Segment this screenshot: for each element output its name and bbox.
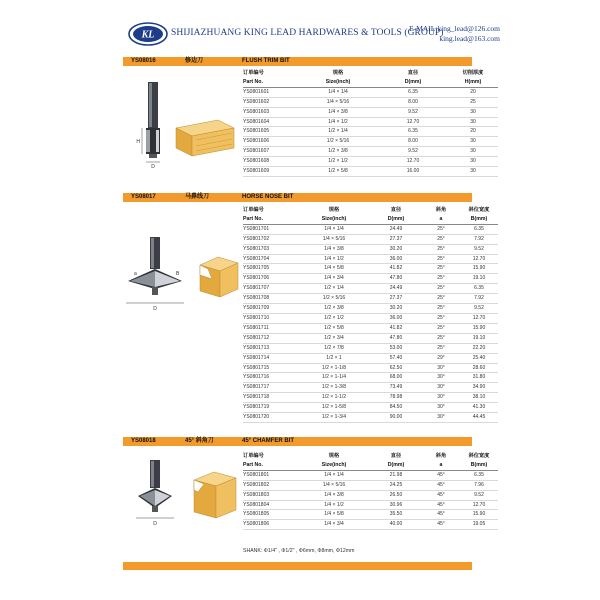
table-row [243,304,498,314]
section-bar-flush-trim [123,57,472,66]
spec-cell: 1/4 × 3/8 [298,107,378,117]
spec-cell: 47.80 [370,274,422,284]
spec-cell: 45° [422,470,460,480]
spec-cell: 45° [422,490,460,500]
spec-cell: 6.35 [460,284,498,294]
spec-cell: 25° [422,323,460,333]
chamfer-spec-table [243,452,498,530]
table-header-cn: 订单编号 规格 直径 斜角 斜位宽度 [243,207,490,213]
spec-cell: 30° [422,373,460,383]
spec-cell: 12.70 [378,157,448,167]
part-number-cell: YS0801702 [243,234,298,244]
spec-cell: 9.52 [378,147,448,157]
spec-cell: 1/4 × 1/4 [298,224,370,234]
part-number-cell: YS0801805 [243,510,298,520]
spec-cell: 1/2 × 1-1/2 [298,393,370,403]
table-row [243,147,498,157]
section-name-en: FLUSH TRIM BIT [242,58,290,64]
spec-cell: 19.10 [460,333,498,343]
spec-cell: 15.90 [460,510,498,520]
part-number-cell: YS0801713 [243,343,298,353]
table-row [243,254,498,264]
part-number-cell: YS0801804 [243,500,298,510]
table-row [243,393,498,403]
part-number-cell: YS0801715 [243,363,298,373]
svg-text:D: D [153,306,157,312]
horse-nose-bit-illustration [120,235,242,315]
spec-cell: 30.20 [370,244,422,254]
flush-trim-bit-illustration [130,80,240,170]
part-number-cell: YS0801609 [243,167,298,177]
table-header-cn: 订单编号 规格 直径 斜角 斜位宽度 [243,453,490,459]
spec-cell: 24.25 [370,480,422,490]
spec-cell: 45° [422,480,460,490]
part-number-cell: YS0801607 [243,147,298,157]
spec-cell: 12.70 [460,500,498,510]
spec-cell: 20 [448,87,498,97]
spec-cell: 68.00 [370,373,422,383]
table-row [243,117,498,127]
spec-cell: 1/4 × 1/2 [298,254,370,264]
spec-cell: 84.50 [370,403,422,413]
spec-cell: 9.52 [378,107,448,117]
spec-cell: 53.00 [370,343,422,353]
table-row [243,274,498,284]
spec-cell: 8.00 [378,137,448,147]
part-number-cell: YS0801705 [243,264,298,274]
table-row [243,313,498,323]
spec-cell: 25° [422,304,460,314]
spec-cell: 45° [422,510,460,520]
email-line-1: E-MAIL:king_lead@126.com [409,24,500,33]
contact-email [375,24,500,44]
spec-cell: 62.50 [370,363,422,373]
spec-cell: 1/2 × 1-3/8 [298,383,370,393]
spec-cell: 6.35 [378,127,448,137]
part-number-cell: YS0801603 [243,107,298,117]
spec-cell: 21.98 [370,470,422,480]
spec-cell: 1/2 × 1 [298,353,370,363]
spec-cell: 25° [422,264,460,274]
spec-cell: 45° [422,520,460,530]
spec-cell: 41.82 [370,323,422,333]
spec-cell: 25° [422,234,460,244]
spec-cell: 9.52 [460,490,498,500]
part-number-cell: YS0801714 [243,353,298,363]
spec-cell: 25.40 [460,353,498,363]
spec-cell: 25° [422,313,460,323]
spec-cell: 45° [422,500,460,510]
part-number-cell: YS0801801 [243,470,298,480]
spec-cell: 1/2 × 3/8 [298,147,378,157]
table-row [243,234,498,244]
spec-cell: 78.98 [370,393,422,403]
spec-cell: 30 [448,137,498,147]
spec-cell: 1/4 × 1/4 [298,470,370,480]
spec-cell: 6.35 [460,224,498,234]
spec-cell: 25° [422,294,460,304]
chamfer-bit-illustration [124,458,242,528]
section-code: YS08018 [131,438,156,444]
spec-cell: 1/2 × 5/16 [298,137,378,147]
spec-cell: 1/4 × 5/16 [298,480,370,490]
spec-cell: 29° [422,353,460,363]
spec-cell: 40.00 [370,520,422,530]
spec-cell: 1/4 × 5/16 [298,97,378,107]
table-row [243,343,498,353]
spec-cell: 1/2 × 1/2 [298,157,378,167]
spec-cell: 1/4 × 3/4 [298,274,370,284]
spec-cell: 1/2 × 1-1/4 [298,373,370,383]
spec-cell: 1/2 × 1-5/8 [298,403,370,413]
table-header-en: Part No. Size(inch) D(mm) H(mm) [243,78,498,87]
catalog-header [128,22,498,48]
logo-text: KL [141,29,155,41]
spec-cell: 1/4 × 5/16 [298,234,370,244]
spec-cell: 25° [422,244,460,254]
part-number-cell: YS0801711 [243,323,298,333]
spec-cell: 15.90 [460,323,498,333]
part-number-cell: YS0801701 [243,224,298,234]
spec-cell: 1/2 × 1/4 [298,127,378,137]
part-number-cell: YS0801806 [243,520,298,530]
table-row [243,87,498,97]
company-name: SHIJIAZHUANG KING LEAD HARDWARES & TOOLS (GROUP) [171,28,444,38]
spec-cell: 35.50 [370,510,422,520]
part-number-cell: YS0801803 [243,490,298,500]
flush-trim-spec-table [243,69,498,177]
table-row [243,167,498,177]
spec-cell: 6.35 [460,470,498,480]
table-row [243,500,498,510]
spec-cell: 12.70 [460,313,498,323]
section-code: YS08017 [131,194,156,200]
part-number-cell: YS0801802 [243,480,298,490]
table-row [243,224,498,234]
spec-cell: 30 [448,117,498,127]
table-row [243,127,498,137]
spec-cell: 28.60 [460,363,498,373]
part-number-cell: YS0801601 [243,87,298,97]
spec-cell: 7.96 [460,480,498,490]
part-number-cell: YS0801608 [243,157,298,167]
part-number-cell: YS0801718 [243,393,298,403]
spec-cell: 19.05 [460,520,498,530]
section-bar-chamfer [123,437,472,446]
table-header-en: Part No. Size(inch) D(mm) a B(mm) [243,461,498,470]
spec-cell: 1/2 × 3/4 [298,333,370,343]
spec-cell: 20 [448,127,498,137]
spec-cell: 1/4 × 3/8 [298,490,370,500]
section-name-en: HORSE NOSE BIT [242,194,294,200]
spec-cell: 1/2 × 1/4 [298,284,370,294]
spec-cell: 25° [422,343,460,353]
part-number-cell: YS0801606 [243,137,298,147]
spec-cell: 1/2 × 1/2 [298,313,370,323]
section-code: YS08016 [131,58,156,64]
table-row [243,107,498,117]
part-number-cell: YS0801703 [243,244,298,254]
company-logo [128,22,168,46]
section-name-en: 45° CHAMFER BIT [242,438,295,444]
spec-cell: 24.49 [370,224,422,234]
part-number-cell: YS0801716 [243,373,298,383]
part-number-cell: YS0801710 [243,313,298,323]
spec-cell: 1/4 × 3/8 [298,244,370,254]
spec-cell: 30° [422,383,460,393]
spec-cell: 19.10 [460,274,498,284]
spec-cell: 30° [422,413,460,423]
spec-cell: 22.20 [460,343,498,353]
spec-cell: 30 [448,107,498,117]
spec-cell: 30° [422,403,460,413]
part-number-cell: YS0801706 [243,274,298,284]
spec-cell: 27.37 [370,294,422,304]
part-number-cell: YS0801605 [243,127,298,137]
spec-cell: 41.30 [460,403,498,413]
table-row [243,470,498,480]
spec-cell: 7.92 [460,234,498,244]
spec-cell: 6.35 [378,87,448,97]
spec-cell: 1/4 × 1/2 [298,500,370,510]
svg-text:H: H [136,139,140,145]
section-name-cn: 马鼻线刀 [185,194,210,200]
table-row [243,520,498,530]
spec-cell: 1/4 × 1/2 [298,117,378,127]
spec-cell: 36.00 [370,313,422,323]
spec-cell: 1/4 × 5/8 [298,510,370,520]
spec-cell: 38.10 [460,393,498,403]
spec-cell: 34.90 [460,383,498,393]
part-number-cell: YS0801708 [243,294,298,304]
table-row [243,480,498,490]
spec-cell: 57.40 [370,353,422,363]
table-row [243,244,498,254]
svg-text:D: D [153,521,157,527]
svg-text:D: D [151,164,155,170]
spec-cell: 47.80 [370,333,422,343]
table-row [243,403,498,413]
spec-cell: 16.00 [378,167,448,177]
spec-cell: 30 [448,147,498,157]
part-number-cell: YS0801709 [243,304,298,314]
table-row [243,294,498,304]
spec-cell: 12.70 [378,117,448,127]
part-number-cell: YS0801712 [243,333,298,343]
table-row [243,284,498,294]
table-row [243,490,498,500]
section-name-cn: 45° 斜角刀 [185,438,214,444]
spec-cell: 1/2 × 1-1/8 [298,363,370,373]
spec-cell: 90.00 [370,413,422,423]
spec-cell: 1/2 × 1-3/4 [298,413,370,423]
spec-cell: 30.96 [370,500,422,510]
part-number-cell: YS0801707 [243,284,298,294]
spec-cell: 15.90 [460,264,498,274]
spec-cell: 8.00 [378,97,448,107]
table-header-cn: 订单编号 规格 直径 切削厚度 [243,70,484,76]
spec-cell: 25° [422,274,460,284]
spec-cell: 36.00 [370,254,422,264]
spec-cell: 1/4 × 3/4 [298,520,370,530]
spec-cell: 25° [422,333,460,343]
svg-text:a: a [134,271,137,277]
table-row [243,383,498,393]
part-number-cell: YS0801604 [243,117,298,127]
table-row [243,137,498,147]
spec-cell: 30° [422,393,460,403]
table-row [243,264,498,274]
spec-cell: 30 [448,167,498,177]
spec-cell: 25 [448,97,498,107]
table-row [243,373,498,383]
table-row [243,510,498,520]
table-row [243,353,498,363]
spec-cell: 9.52 [460,244,498,254]
part-number-cell: YS0801720 [243,413,298,423]
part-number-cell: YS0801602 [243,97,298,107]
spec-cell: 30° [422,363,460,373]
table-row [243,323,498,333]
spec-cell: 9.52 [460,304,498,314]
spec-cell: 26.50 [370,490,422,500]
svg-text:B: B [176,271,180,277]
spec-cell: 31.80 [460,373,498,383]
spec-cell: 1/2 × 5/8 [298,167,378,177]
shank-note: SHANK: Φ1/4" , Φ1/2" , Φ6mm, Φ8mm, Φ12mm [243,548,355,554]
spec-cell: 25° [422,224,460,234]
horse-nose-spec-table [243,206,498,423]
spec-cell: 27.37 [370,234,422,244]
table-row [243,363,498,373]
spec-cell: 44.45 [460,413,498,423]
part-number-cell: YS0801719 [243,403,298,413]
spec-cell: 1/2 × 7/8 [298,343,370,353]
spec-cell: 41.82 [370,264,422,274]
spec-cell: 7.92 [460,294,498,304]
spec-cell: 30.20 [370,304,422,314]
footer-bar [123,562,472,570]
table-row [243,157,498,167]
section-name-cn: 修边刀 [185,58,204,64]
section-bar-horse-nose [123,193,472,202]
spec-cell: 30 [448,157,498,167]
table-header-en: Part No. Size(inch) D(mm) a B(mm) [243,215,498,224]
spec-cell: 24.49 [370,284,422,294]
part-number-cell: YS0801717 [243,383,298,393]
table-row [243,413,498,423]
email-line-2: king.lead@163.com [439,34,500,43]
table-row [243,97,498,107]
spec-cell: 25° [422,254,460,264]
spec-cell: 1/2 × 3/8 [298,304,370,314]
spec-cell: 73.49 [370,383,422,393]
part-number-cell: YS0801704 [243,254,298,264]
spec-cell: 25° [422,284,460,294]
spec-cell: 1/4 × 5/8 [298,264,370,274]
table-row [243,333,498,343]
spec-cell: 1/2 × 5/8 [298,323,370,333]
spec-cell: 12.70 [460,254,498,264]
spec-cell: 1/4 × 1/4 [298,87,378,97]
spec-cell: 1/2 × 5/16 [298,294,370,304]
